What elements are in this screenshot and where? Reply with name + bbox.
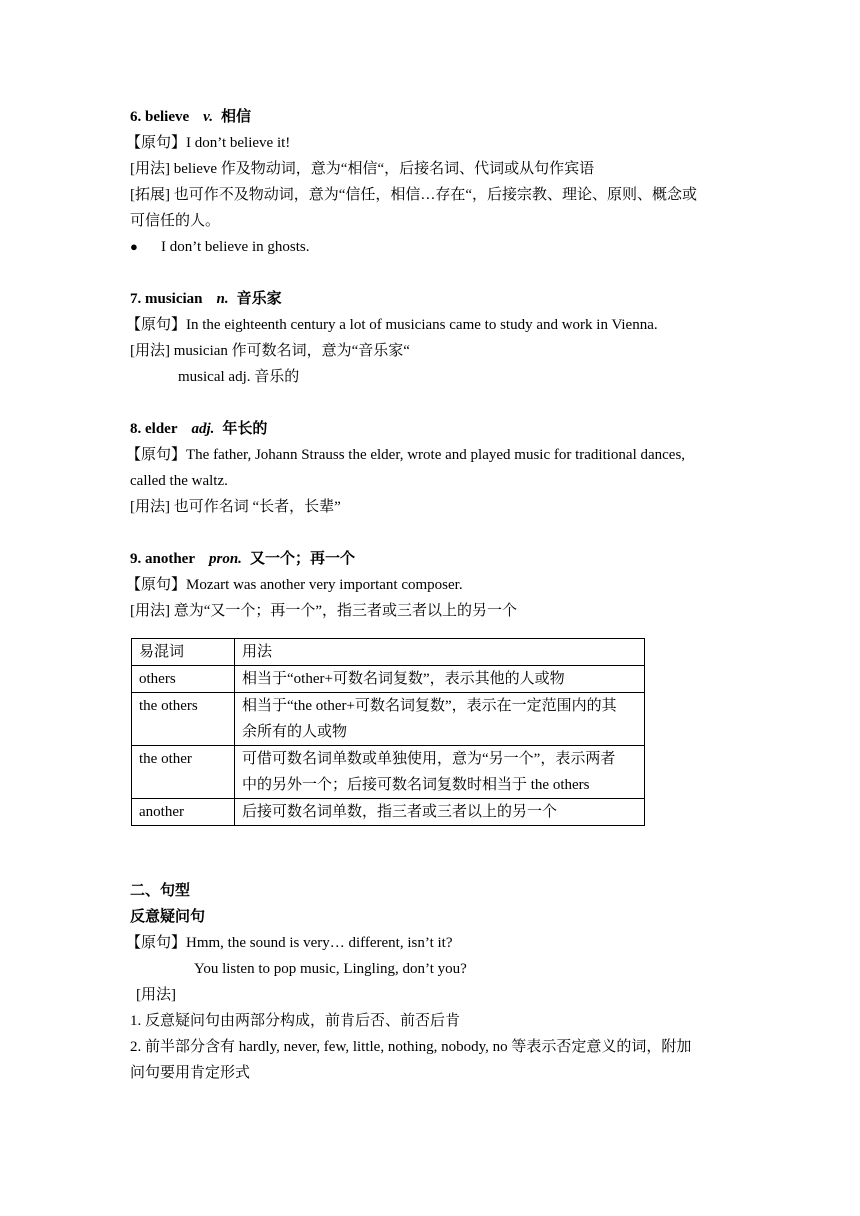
table-row bbox=[132, 693, 645, 746]
expand-note-line-2: 可信任的人。 bbox=[130, 213, 221, 229]
table-cell-usage: 相当于“the other+可数名词复数”，表示在一定范围内的其 余所有的人或物 bbox=[235, 693, 645, 746]
section-subtitle: 反意疑问句 bbox=[130, 909, 206, 925]
table-cell-word: others bbox=[132, 666, 235, 693]
entry-word: 7. musician bbox=[130, 291, 203, 307]
table-cell-word: another bbox=[132, 799, 235, 826]
original-sentence-line-1: 【原句】The father, Johann Strauss the elder, wrote and played music for traditional dances, bbox=[126, 447, 686, 463]
table-row bbox=[132, 799, 645, 826]
entry-word: 6. believe bbox=[130, 109, 190, 125]
bullet-icon: ● bbox=[130, 239, 138, 254]
entry-6-heading bbox=[130, 104, 730, 130]
word-meaning: 年长的 bbox=[222, 421, 268, 437]
original-sentence: 【原句】In the eighteenth century a lot of musicians came to study and work in Vienna. bbox=[126, 317, 658, 333]
usage-note: [用法] believe 作及物动词，意为“相信“，后接名词、代词或从句作宾语 bbox=[130, 161, 595, 177]
word-meaning: 又一个；再一个 bbox=[249, 551, 355, 567]
usage-point-2-line-2: 问句要用肯定形式 bbox=[130, 1065, 251, 1081]
part-of-speech: v. bbox=[203, 109, 214, 125]
word-meaning: 音乐家 bbox=[236, 291, 282, 307]
table-row bbox=[132, 666, 645, 693]
table-cell-word: the other bbox=[132, 746, 235, 799]
original-sentence: 【原句】Mozart was another very important composer. bbox=[126, 577, 463, 593]
original-sentence-line-2: You listen to pop music, Lingling, don’t you? bbox=[194, 961, 467, 977]
usage-label: [用法] bbox=[136, 987, 176, 1003]
table-header-cell: 用法 bbox=[235, 639, 645, 666]
section-title: 二、句型 bbox=[130, 883, 191, 899]
example-sentence: I don’t believe in ghosts. bbox=[161, 239, 310, 255]
related-word: musical adj. 音乐的 bbox=[178, 369, 300, 385]
entry-7-heading bbox=[130, 286, 730, 312]
part-of-speech: n. bbox=[216, 291, 229, 307]
usage-point-1: 1. 反意疑问句由两部分构成，前肯后否、前否后肯 bbox=[130, 1013, 461, 1029]
table-cell-word: the others bbox=[132, 693, 235, 746]
original-sentence-line-1: 【原句】Hmm, the sound is very… different, isn’t it? bbox=[126, 935, 453, 951]
expand-note-line-1: [拓展] 也可作不及物动词，意为“信任，相信…存在“，后接宗教、理论、原则、概念或 bbox=[130, 187, 698, 203]
word-meaning: 相信 bbox=[221, 109, 252, 125]
usage-note: [用法] musician 作可数名词，意为“音乐家“ bbox=[130, 343, 410, 359]
original-sentence-line-2: called the waltz. bbox=[130, 473, 228, 489]
entry-word: 9. another bbox=[130, 551, 195, 567]
usage-note: [用法] 意为“又一个；再一个”，指三者或三者以上的另一个 bbox=[130, 603, 518, 619]
table-row bbox=[132, 746, 645, 799]
table-cell-usage: 可借可数名词单数或单独使用，意为“另一个”，表示两者 中的另外一个；后接可数名词复数时相当于 the others bbox=[235, 746, 645, 799]
part-of-speech: pron. bbox=[209, 551, 242, 567]
usage-point-2-line-1: 2. 前半部分含有 hardly, never, few, little, nothing, nobody, no 等表示否定意义的词，附加 bbox=[130, 1039, 692, 1055]
usage-note: [用法] 也可作名词 “长者，长辈” bbox=[130, 499, 341, 515]
confusable-words-table bbox=[131, 638, 645, 826]
table-header-cell: 易混词 bbox=[132, 639, 235, 666]
document-page bbox=[126, 104, 730, 1086]
entry-9-heading bbox=[130, 546, 730, 572]
original-sentence: 【原句】I don’t believe it! bbox=[126, 135, 291, 151]
entry-8-heading bbox=[130, 416, 730, 442]
table-cell-usage: 后接可数名词单数，指三者或三者以上的另一个 bbox=[235, 799, 645, 826]
table-header-row bbox=[132, 639, 645, 666]
example-item bbox=[130, 234, 730, 260]
part-of-speech: adj. bbox=[191, 421, 215, 437]
table-cell-usage: 相当于“other+可数名词复数”，表示其他的人或物 bbox=[235, 666, 645, 693]
entry-word: 8. elder bbox=[130, 421, 178, 437]
